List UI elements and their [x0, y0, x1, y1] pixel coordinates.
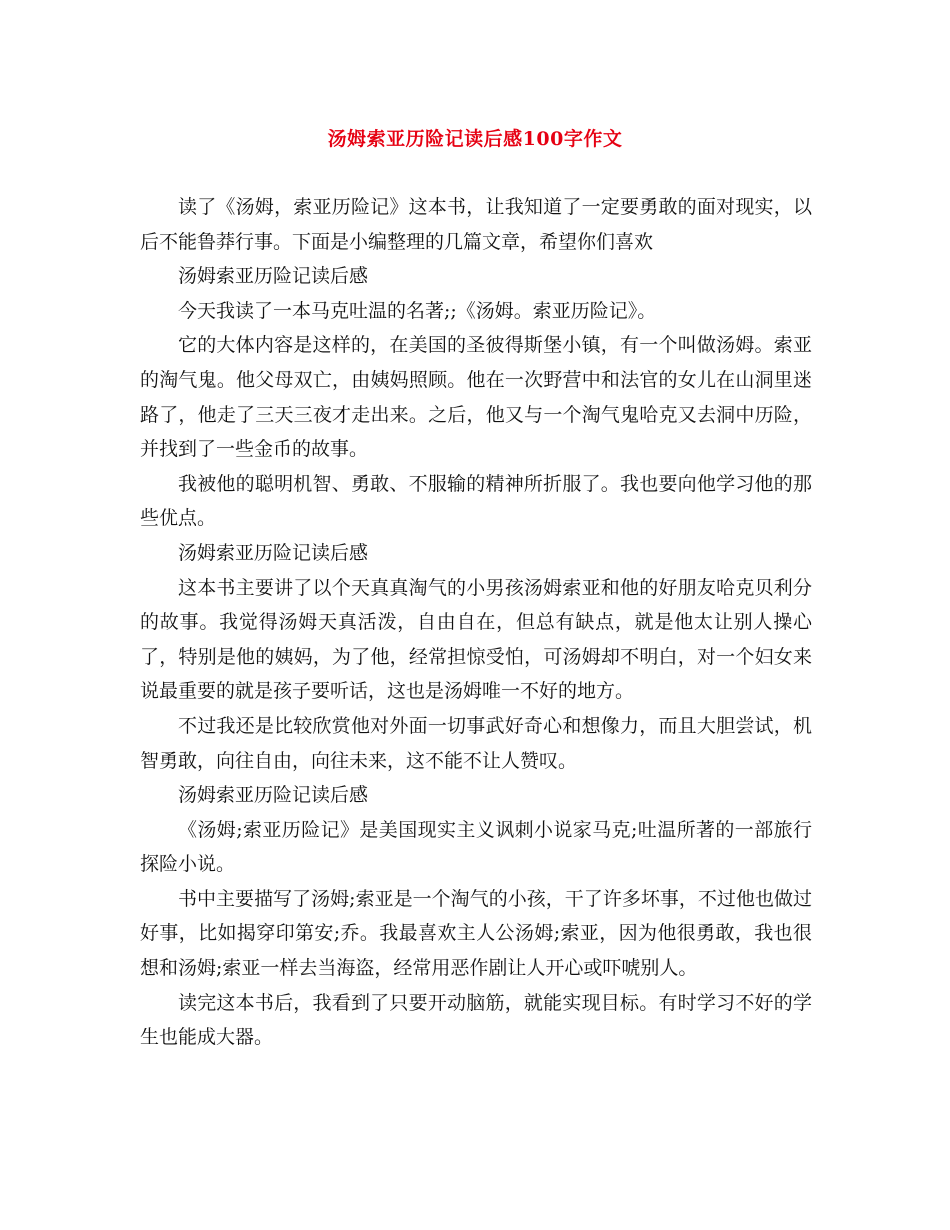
- paragraph-intro: 读了《汤姆，索亚历险记》这本书，让我知道了一定要勇敢的面对现实，以后不能鲁莽行事。下面是小编整理的几篇文章，希望你们喜欢: [140, 196, 812, 253]
- section-heading: 汤姆索亚历险记读后感: [178, 541, 369, 564]
- document-body: [140, 190, 812, 1055]
- paragraph: 读完这本书后，我看到了只要开动脑筋，就能实现目标。有时学习不好的学生也能成大器。: [140, 991, 812, 1049]
- document-title: 汤姆索亚历险记读后感100字作文: [327, 128, 623, 150]
- paragraph: 这本书主要讲了以个天真真淘气的小男孩汤姆索亚和他的好朋友哈克贝利分的故事。我觉得汤姆天真活泼，自由自在，但总有缺点，就是他太让别人操心了，特别是他的姨妈，为了他，经常担惊受怕，可汤姆却不明白，对一个妇女来说最重要的就是孩子要听话，这也是汤姆唯一不好的地方。: [140, 576, 812, 703]
- paragraph: 我被他的聪明机智、勇敢、不服输的精神所折服了。我也要向他学习他的那些优点。: [140, 472, 812, 530]
- paragraph: 今天我读了一本马克吐温的名著;;《汤姆。索亚历险记》。: [178, 299, 657, 322]
- paragraph: 它的大体内容是这样的，在美国的圣彼得斯堡小镇，有一个叫做汤姆。索亚的淘气鬼。他父母双亡，由姨妈照顾。他在一次野营中和法官的女儿在山洞里迷路了，他走了三天三夜才走出来。之后，他又与一个淘气鬼哈克又去洞中历险，并找到了一些金币的故事。: [140, 334, 812, 461]
- paragraph: 《汤姆;索亚历险记》是美国现实主义讽刺小说家马克;吐温所著的一部旅行探险小说。: [140, 818, 812, 876]
- paragraph: 不过我还是比较欣赏他对外面一切事武好奇心和想像力，而且大胆尝试，机智勇敢，向往自由，向往未来，这不能不让人赞叹。: [140, 714, 812, 772]
- section-heading: 汤姆索亚历险记读后感: [178, 265, 369, 288]
- paragraph: 书中主要描写了汤姆;索亚是一个淘气的小孩，干了许多坏事，不过他也做过好事，比如揭穿印第安;乔。我最喜欢主人公汤姆;索亚，因为他很勇敢，我也很想和汤姆;索亚一样去当海盗，经常用恶作剧让人开心或吓唬别人。: [140, 887, 812, 980]
- section-heading: 汤姆索亚历险记读后感: [178, 784, 369, 807]
